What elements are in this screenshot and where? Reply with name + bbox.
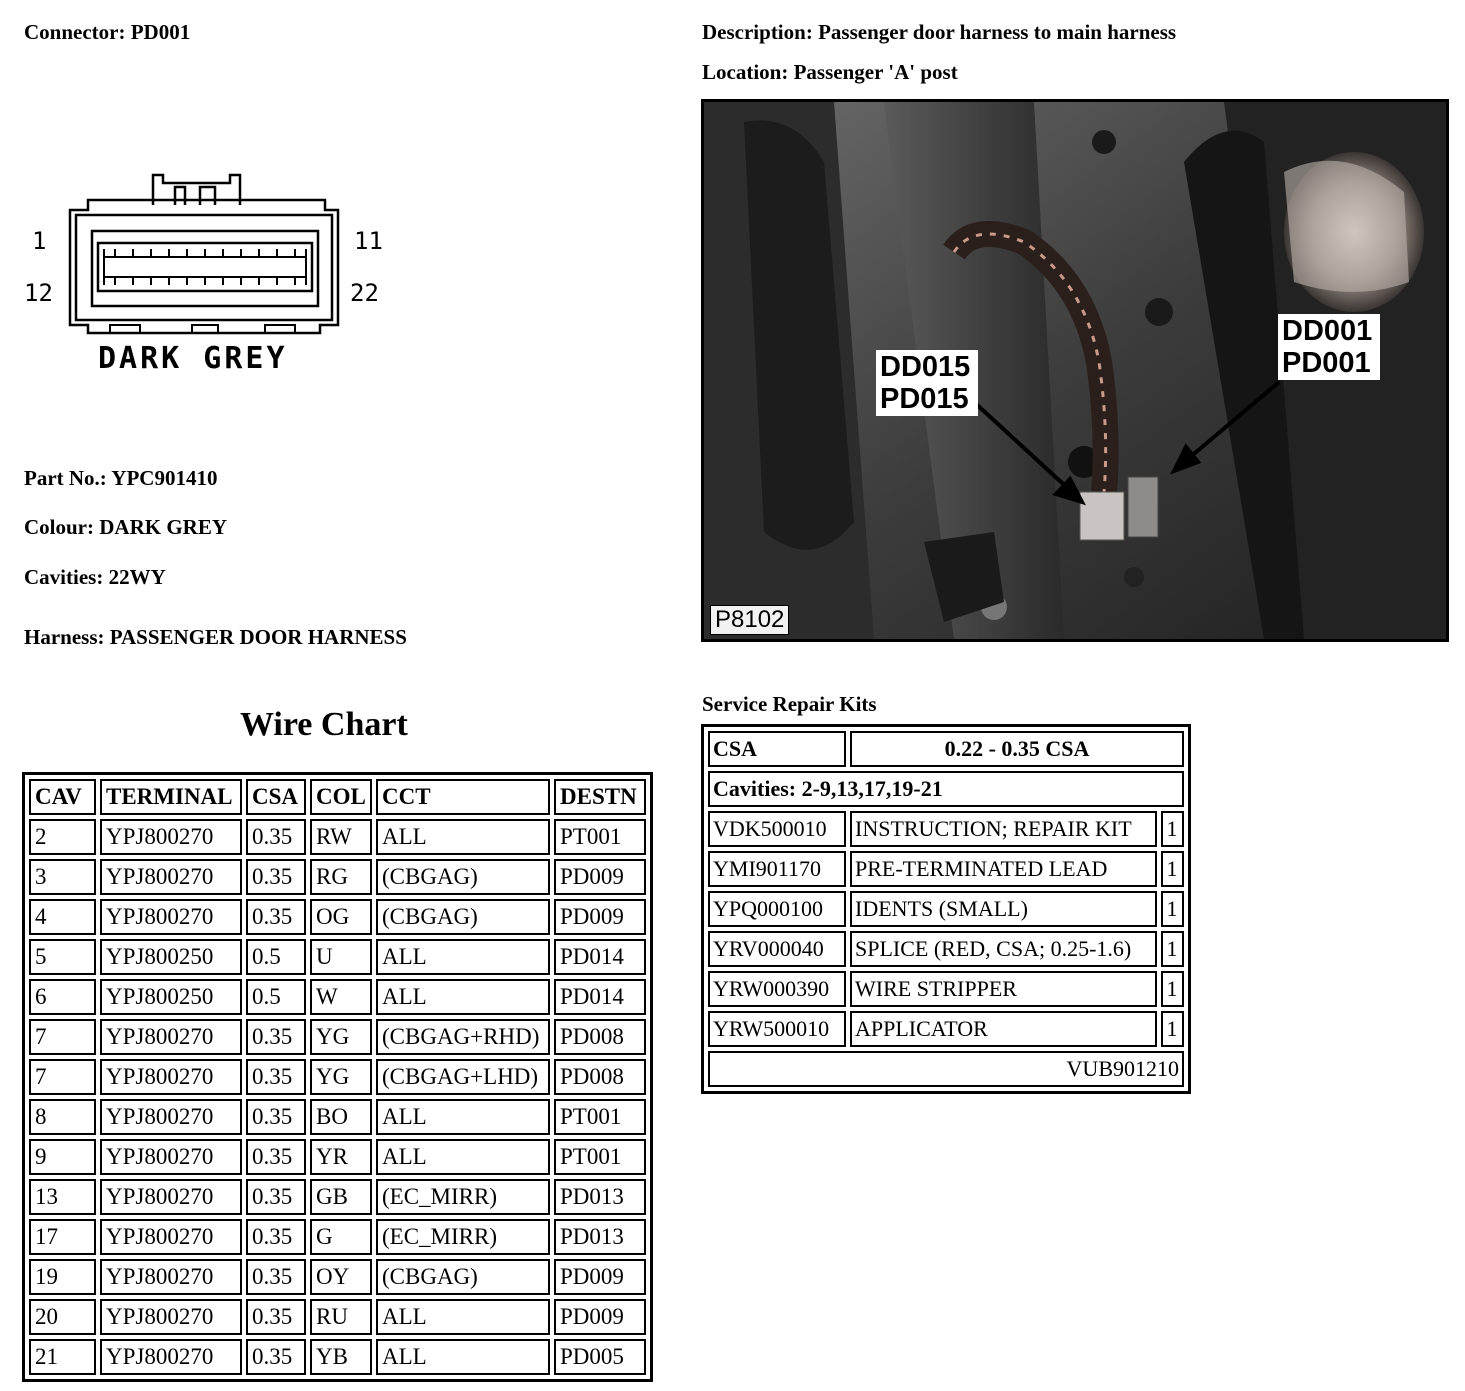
- wire-cell-csa: 0.35: [246, 1139, 306, 1175]
- part-number: Part No.: YPC901410: [24, 466, 218, 490]
- wire-cell-csa: 0.35: [246, 1179, 306, 1215]
- callout-dd015: DD015: [880, 351, 971, 383]
- wire-cell-terminal: YPJ800270: [100, 1059, 242, 1095]
- kit-item-row: [708, 971, 1184, 1007]
- wire-row: [29, 899, 646, 935]
- wire-cell-destn: PD009: [554, 859, 646, 895]
- harness: Harness: PASSENGER DOOR HARNESS: [24, 625, 407, 649]
- wire-cell-cct: (CBGAG+RHD): [376, 1019, 550, 1055]
- wire-cell-terminal: YPJ800270: [100, 1339, 242, 1375]
- wire-cell-destn: PD014: [554, 939, 646, 975]
- wire-row: [29, 1339, 646, 1375]
- wire-cell-csa: 0.35: [246, 1059, 306, 1095]
- wire-cell-cct: ALL: [376, 979, 550, 1015]
- wire-cell-col: YR: [310, 1139, 372, 1175]
- wire-cell-col: OG: [310, 899, 372, 935]
- wire-cell-cct: ALL: [376, 939, 550, 975]
- connector-heading: Connector: PD001: [24, 20, 191, 44]
- col-destn: DESTN: [554, 779, 646, 815]
- wire-cell-cav: 19: [29, 1259, 96, 1295]
- pin-label-11: 11: [354, 227, 383, 255]
- colour: Colour: DARK GREY: [24, 515, 228, 539]
- wire-cell-terminal: YPJ800270: [100, 1019, 242, 1055]
- location-line: Location: Passenger 'A' post: [702, 60, 958, 84]
- wire-cell-cav: 21: [29, 1339, 96, 1375]
- wire-cell-col: RG: [310, 859, 372, 895]
- wire-row: [29, 939, 646, 975]
- wire-cell-cct: (CBGAG+LHD): [376, 1059, 550, 1095]
- wire-cell-terminal: YPJ800270: [100, 1139, 242, 1175]
- kit-cell-part: YMI901170: [708, 851, 846, 887]
- kit-cell-qty: 1: [1161, 851, 1184, 887]
- kit-item-row: [708, 891, 1184, 927]
- location-value: Passenger 'A' post: [793, 60, 958, 84]
- kit-cell-part: YRV000040: [708, 931, 846, 967]
- kit-item-row: [708, 931, 1184, 967]
- wire-cell-terminal: YPJ800270: [100, 1099, 242, 1135]
- col-cav: CAV: [29, 779, 96, 815]
- kit-number-row: [708, 1051, 1184, 1087]
- wire-cell-destn: PD005: [554, 1339, 646, 1375]
- kit-csa-label: CSA: [708, 731, 846, 767]
- description-value: Passenger door harness to main harness: [818, 20, 1177, 44]
- kit-cell-qty: 1: [1161, 971, 1184, 1007]
- kit-cell-description: SPLICE (RED, CSA; 0.25-1.6): [850, 931, 1157, 967]
- kit-csa-value: 0.22 - 0.35 CSA: [850, 731, 1184, 767]
- wire-cell-destn: PT001: [554, 819, 646, 855]
- wire-row: [29, 1179, 646, 1215]
- wire-row: [29, 819, 646, 855]
- wire-cell-cct: ALL: [376, 1099, 550, 1135]
- wire-cell-col: U: [310, 939, 372, 975]
- wire-row: [29, 1299, 646, 1335]
- service-kits-table: [701, 724, 1191, 1094]
- wire-cell-cav: 20: [29, 1299, 96, 1335]
- kit-cell-part: YRW000390: [708, 971, 846, 1007]
- kit-item-row: [708, 811, 1184, 847]
- wire-cell-cav: 4: [29, 899, 96, 935]
- kit-cell-part: VDK500010: [708, 811, 846, 847]
- wire-cell-col: BO: [310, 1099, 372, 1135]
- wire-cell-destn: PD008: [554, 1019, 646, 1055]
- wire-cell-csa: 0.35: [246, 1339, 306, 1375]
- kit-cavities-row: [708, 771, 1184, 807]
- wire-cell-cct: ALL: [376, 1139, 550, 1175]
- wire-cell-cct: (EC_MIRR): [376, 1179, 550, 1215]
- wire-cell-csa: 0.5: [246, 979, 306, 1015]
- wire-cell-cav: 13: [29, 1179, 96, 1215]
- wire-chart-title: Wire Chart: [240, 706, 408, 743]
- kit-csa-row: [708, 731, 1184, 767]
- wire-cell-destn: PT001: [554, 1099, 646, 1135]
- wire-cell-terminal: YPJ800270: [100, 1259, 242, 1295]
- kit-cavities: Cavities: 2-9,13,17,19-21: [708, 771, 1184, 807]
- kit-cell-qty: 1: [1161, 891, 1184, 927]
- wire-cell-csa: 0.35: [246, 1299, 306, 1335]
- wire-cell-destn: PD008: [554, 1059, 646, 1095]
- kit-items-body: [708, 811, 1184, 1047]
- wire-cell-col: RU: [310, 1299, 372, 1335]
- wire-cell-cav: 6: [29, 979, 96, 1015]
- wire-row: [29, 859, 646, 895]
- wire-cell-col: G: [310, 1219, 372, 1255]
- kit-cell-description: IDENTS (SMALL): [850, 891, 1157, 927]
- wire-cell-destn: PT001: [554, 1139, 646, 1175]
- kit-cell-description: INSTRUCTION; REPAIR KIT: [850, 811, 1157, 847]
- wire-cell-destn: PD013: [554, 1179, 646, 1215]
- wire-row: [29, 979, 646, 1015]
- wire-cell-terminal: YPJ800270: [100, 1299, 242, 1335]
- wire-cell-cct: ALL: [376, 819, 550, 855]
- wire-cell-cct: (CBGAG): [376, 859, 550, 895]
- wire-cell-destn: PD014: [554, 979, 646, 1015]
- photo-illustration: [704, 102, 1446, 639]
- cavities: Cavities: 22WY: [24, 565, 166, 589]
- kit-cell-qty: 1: [1161, 931, 1184, 967]
- pin-label-1: 1: [32, 227, 47, 255]
- service-kits-title: Service Repair Kits: [702, 692, 877, 716]
- wire-cell-csa: 0.35: [246, 859, 306, 895]
- wire-cell-destn: PD009: [554, 1299, 646, 1335]
- wire-cell-terminal: YPJ800250: [100, 939, 242, 975]
- wire-row: [29, 1019, 646, 1055]
- wire-cell-cct: ALL: [376, 1339, 550, 1375]
- photo-reference-id: P8102: [710, 605, 789, 635]
- wire-cell-csa: 0.35: [246, 819, 306, 855]
- connector-diagram: [20, 165, 420, 385]
- wire-cell-cav: 7: [29, 1059, 96, 1095]
- wire-cell-cav: 17: [29, 1219, 96, 1255]
- wire-cell-csa: 0.35: [246, 1019, 306, 1055]
- wire-cell-cav: 8: [29, 1099, 96, 1135]
- wire-cell-csa: 0.35: [246, 1099, 306, 1135]
- wire-cell-terminal: YPJ800270: [100, 1219, 242, 1255]
- wire-row: [29, 1139, 646, 1175]
- kit-number: VUB901210: [708, 1051, 1184, 1087]
- diagram-colour-label: DARK GREY: [98, 341, 288, 376]
- wire-cell-cav: 5: [29, 939, 96, 975]
- wire-chart-table: [22, 772, 653, 1382]
- wire-cell-cav: 3: [29, 859, 96, 895]
- description-line: Description: Passenger door harness to main harness: [702, 20, 1177, 44]
- wire-chart-header-row: [29, 779, 646, 815]
- wire-cell-col: GB: [310, 1179, 372, 1215]
- wire-cell-terminal: YPJ800270: [100, 1179, 242, 1215]
- kit-cell-qty: 1: [1161, 811, 1184, 847]
- wire-cell-csa: 0.5: [246, 939, 306, 975]
- wire-cell-csa: 0.35: [246, 1219, 306, 1255]
- wire-cell-cct: (CBGAG): [376, 1259, 550, 1295]
- wire-cell-cct: (EC_MIRR): [376, 1219, 550, 1255]
- wire-cell-cav: 9: [29, 1139, 96, 1175]
- connector-id: PD001: [130, 20, 191, 44]
- wire-cell-destn: PD009: [554, 899, 646, 935]
- wire-row: [29, 1259, 646, 1295]
- wire-cell-cav: 7: [29, 1019, 96, 1055]
- wire-cell-cct: (CBGAG): [376, 899, 550, 935]
- col-terminal: TERMINAL: [100, 779, 242, 815]
- wire-cell-csa: 0.35: [246, 899, 306, 935]
- wire-cell-terminal: YPJ800270: [100, 819, 242, 855]
- kit-cell-description: WIRE STRIPPER: [850, 971, 1157, 1007]
- kit-cell-description: PRE-TERMINATED LEAD: [850, 851, 1157, 887]
- wire-row: [29, 1099, 646, 1135]
- wire-row: [29, 1059, 646, 1095]
- callout-dd001: DD001: [1282, 315, 1373, 347]
- pin-label-12: 12: [24, 279, 53, 307]
- wire-cell-col: OY: [310, 1259, 372, 1295]
- wire-cell-destn: PD013: [554, 1219, 646, 1255]
- wire-cell-cct: ALL: [376, 1299, 550, 1335]
- col-col: COL: [310, 779, 372, 815]
- kit-cell-description: APPLICATOR: [850, 1011, 1157, 1047]
- kit-item-row: [708, 851, 1184, 887]
- callout-pd001: PD001: [1282, 347, 1371, 379]
- kit-cell-qty: 1: [1161, 1011, 1184, 1047]
- col-csa: CSA: [246, 779, 306, 815]
- wire-cell-csa: 0.35: [246, 1259, 306, 1295]
- kit-cell-part: YPQ000100: [708, 891, 846, 927]
- wire-cell-col: YG: [310, 1019, 372, 1055]
- location-photo: [701, 99, 1449, 642]
- wire-cell-terminal: YPJ800270: [100, 859, 242, 895]
- wire-cell-terminal: YPJ800250: [100, 979, 242, 1015]
- wire-cell-cav: 2: [29, 819, 96, 855]
- wire-cell-col: YG: [310, 1059, 372, 1095]
- kit-item-row: [708, 1011, 1184, 1047]
- callout-pd015: PD015: [880, 383, 969, 415]
- wire-chart-body: [29, 819, 646, 1375]
- wire-cell-col: W: [310, 979, 372, 1015]
- wire-cell-destn: PD009: [554, 1259, 646, 1295]
- wire-cell-terminal: YPJ800270: [100, 899, 242, 935]
- wire-row: [29, 1219, 646, 1255]
- pin-label-22: 22: [350, 279, 379, 307]
- kit-cell-part: YRW500010: [708, 1011, 846, 1047]
- wire-cell-col: RW: [310, 819, 372, 855]
- wire-cell-col: YB: [310, 1339, 372, 1375]
- col-cct: CCT: [376, 779, 550, 815]
